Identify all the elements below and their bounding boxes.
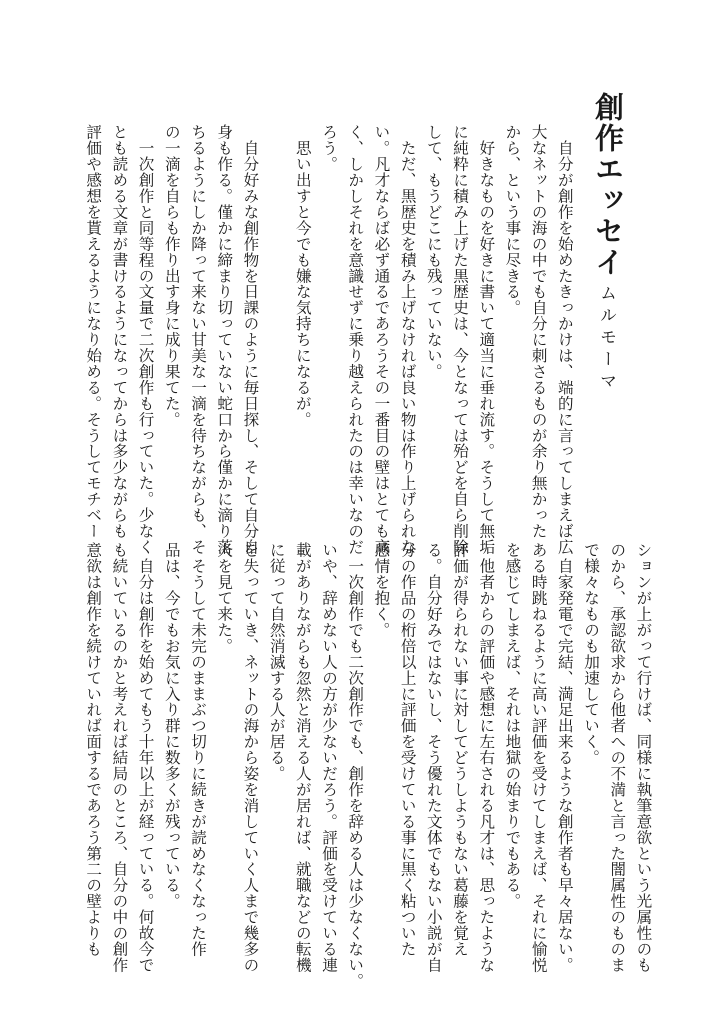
text-line: 思い出すと今でも嫌な気持ちになるが。 bbox=[293, 124, 312, 428]
text-line: を失っていき、ネットの海から姿を消していく人まで幾多の bbox=[241, 542, 260, 973]
text-line: のから、承認欲求から他者への不満と言った闇属性のものま bbox=[608, 542, 627, 973]
text-line: 自分が創作を始めたきっかけは、端的に言ってしまえば広 bbox=[555, 124, 574, 555]
text-line: 評価や感想を貰えるようになり始める。そうしてモチベー bbox=[84, 124, 103, 539]
text-line: に従って自然消滅する人が居る。 bbox=[267, 542, 286, 782]
essay-title: 創作エッセイ bbox=[591, 92, 625, 278]
text-line: の一滴を自らも作り出す身に成り果てた。 bbox=[162, 124, 181, 428]
text-line: 好きなものを好きに書いて適当に垂れ流す。そうして無垢 bbox=[477, 124, 496, 555]
text-line: 自家発電で完結、満足出来るような創作者も早々居ない。 bbox=[555, 542, 574, 973]
text-line: に純粋に積み上げた黒歴史は、今となっては殆どを自ら削除 bbox=[451, 124, 470, 555]
text-line: 大なネットの海の中でも自分に刺さるものが余り無かった bbox=[529, 124, 548, 539]
text-line: ただ、黒歴史を積み上げなければ良い物は作り上げられな bbox=[398, 124, 417, 555]
text-line: も続いているのかと考えれば結局のところ、自分の中の創作 bbox=[110, 542, 129, 973]
text-line: そうして未完のままぶつ切りに続きが読めなくなった作 bbox=[189, 542, 208, 957]
text-line: から、という事に尽きる。 bbox=[503, 124, 522, 316]
text-line: 自分好みな創作物を日課のように毎日探し、そして自分自 bbox=[241, 124, 260, 555]
text-line: を感じてしまえば、それは地獄の始まりでもある。 bbox=[503, 542, 522, 909]
text-line: く、しかしそれを意識せずに乗り越えられたのは幸いなのだ bbox=[346, 124, 365, 555]
text-line: いや、辞めない人の方が少ないだろう。評価を受けている連 bbox=[320, 542, 339, 973]
text-line: 感情を抱く。 bbox=[372, 542, 391, 638]
text-line: る。自分好みではないし、そう優れた文体でもない小説が自 bbox=[424, 542, 443, 973]
text-line: 人を見て来た。 bbox=[215, 542, 234, 654]
essay-author: ムルモーマ bbox=[596, 284, 616, 394]
text-line: 一次創作でも二次創作でも、創作を辞める人は少なくない。 bbox=[346, 542, 365, 989]
text-line: 一次創作と同等程の文量で二次創作も行っていた。少なく bbox=[136, 124, 155, 555]
text-line: 分の作品の桁倍以上に評価を受けている事に黒く粘ついた bbox=[398, 542, 417, 957]
lower-text-block bbox=[80, 542, 656, 989]
text-line: 意欲は創作を続けていれば面するであろう第二の壁よりも bbox=[84, 542, 103, 957]
text-line: とも読める文章が書けるようになってからは多少ながらも bbox=[110, 124, 129, 539]
text-line: い。凡才ならば必ず通るであろうその一番目の壁はとても高 bbox=[372, 124, 391, 555]
text-line: 身も作る。僅かに締まり切っていない蛇口から僅かに滴り落 bbox=[215, 124, 234, 555]
text-line: 他者からの評価や感想に左右される凡才は、思ったような bbox=[477, 542, 496, 973]
text-line: ちるようにしか降って来ない甘美な一滴を待ちながらも、そ bbox=[189, 124, 208, 555]
text-line: ションが上がって行けば、同様に執筆意欲という光属性のも bbox=[634, 542, 653, 973]
upper-text-block bbox=[80, 124, 578, 555]
text-line: 自分は創作を始めてもう十年以上が経っている。何故今で bbox=[136, 542, 155, 973]
text-line: して、もうどこにも残っていない。 bbox=[424, 124, 443, 380]
text-line: ろう。 bbox=[320, 124, 339, 172]
text-line: で様々なものも加速していく。 bbox=[582, 542, 601, 766]
text-line bbox=[263, 124, 289, 506]
text-line: 品は、今でもお気に入り群に数多くが残っている。 bbox=[162, 542, 181, 909]
text-line: 載がありながらも忽然と消える人が居れば、就職などの転機 bbox=[293, 542, 312, 973]
text-line: ある時跳ねるように高い評価を受けてしまえば、それに愉悦 bbox=[529, 542, 548, 973]
text-line: 評価が得られない事に対してどうしようもない葛藤を覚え bbox=[451, 542, 470, 957]
